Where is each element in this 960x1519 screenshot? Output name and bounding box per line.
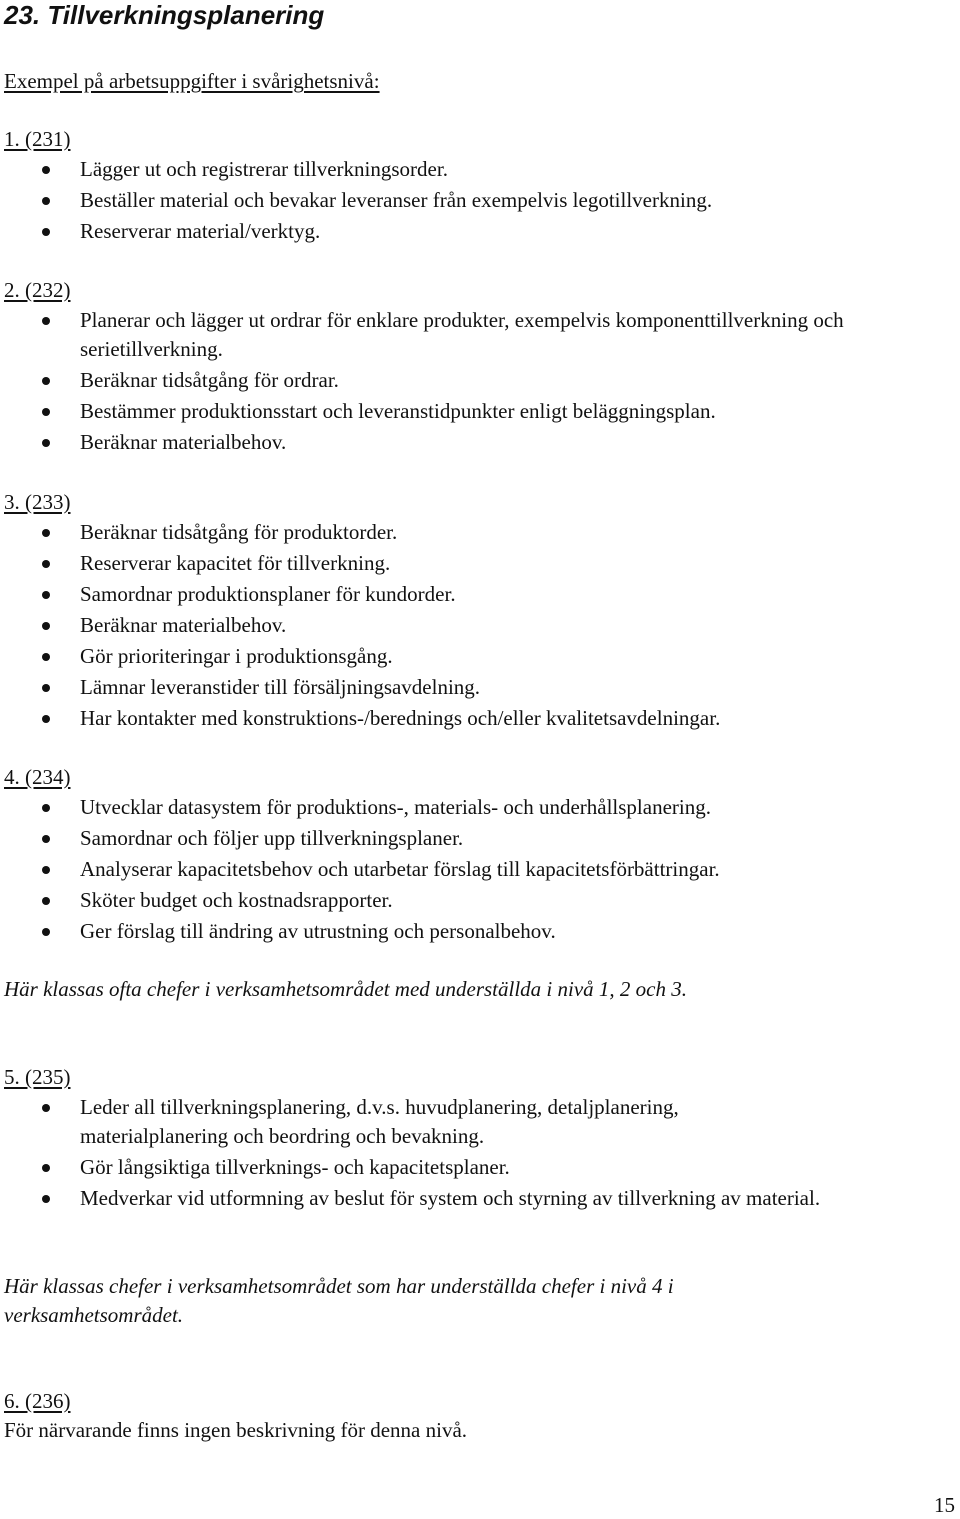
level-6-description: För närvarande finns ingen beskrivning för denna nivå.: [4, 1418, 468, 1442]
intro-text: Exempel på arbetsuppgifter i svårighetsnivå:: [4, 69, 380, 93]
section-heading: 23. Tillverkningsplanering: [4, 0, 325, 30]
bullet-icon: [42, 1104, 50, 1112]
note-chefs-level-4-line1: Här klassas chefer i verksamhetsområdet som har underställda chefer i nivå 4 i: [4, 1274, 674, 1298]
bullet-icon: [42, 439, 50, 447]
bullet-icon: [42, 197, 50, 205]
bullet-icon: [42, 1164, 50, 1172]
bullet-icon: [42, 166, 50, 174]
bullet-icon: [42, 684, 50, 692]
note-chefs-levels-1-3: Här klassas ofta chefer i verksamhetsområdet med underställda i nivå 1, 2 och 3.: [4, 977, 687, 1001]
bullet-icon: [42, 622, 50, 630]
level-label-2: 2. (232): [4, 278, 71, 302]
bullet-icon: [42, 715, 50, 723]
bullet-icon: [42, 1195, 50, 1203]
bullet-icon: [42, 529, 50, 537]
bullet-icon: [42, 408, 50, 416]
bullet-icon: [42, 804, 50, 812]
bullet-icon: [42, 228, 50, 236]
bullet-icon: [42, 866, 50, 874]
level-label-4: 4. (234): [4, 765, 71, 789]
bullet-icon: [42, 928, 50, 936]
bullet-icon: [42, 591, 50, 599]
bullet-icon: [42, 653, 50, 661]
level-label-5: 5. (235): [4, 1065, 71, 1089]
bullet-icon: [42, 560, 50, 568]
bullet-icon: [42, 897, 50, 905]
note-chefs-level-4-line2: verksamhetsområdet.: [4, 1303, 184, 1327]
level-label-1: 1. (231): [4, 127, 71, 151]
level-label-3: 3. (233): [4, 490, 71, 514]
page-number: 15: [934, 1493, 955, 1517]
bullet-icon: [42, 835, 50, 843]
bullet-icon: [42, 377, 50, 385]
level-label-6: 6. (236): [4, 1389, 71, 1413]
bullet-icon: [42, 317, 50, 325]
